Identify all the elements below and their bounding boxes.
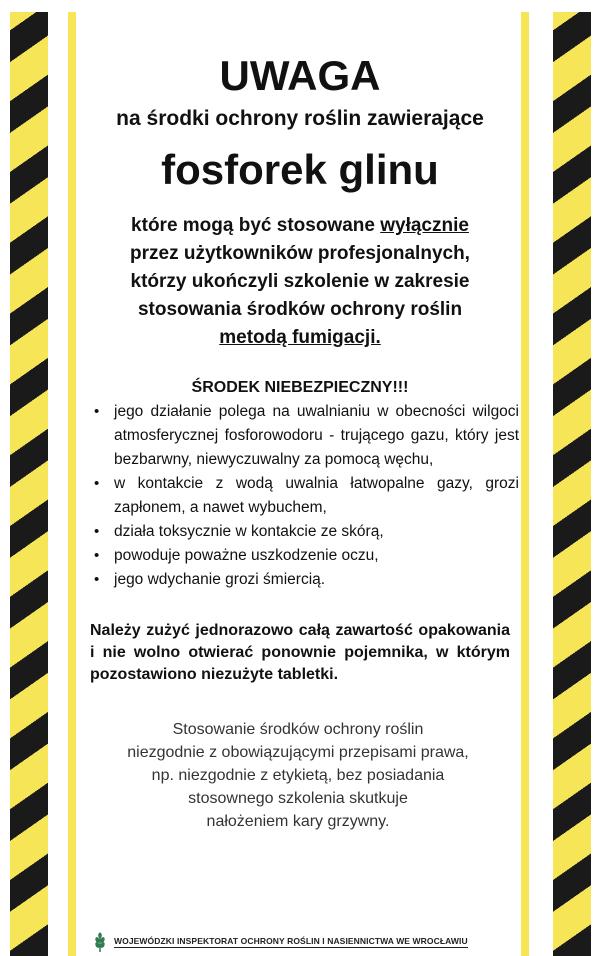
hazard-text: działa toksycznie w kontakcie ze skórą, xyxy=(114,523,384,540)
penalty-line: np. niezgodnie z etykietą, bez posiadania xyxy=(151,767,445,784)
list-item xyxy=(94,400,519,472)
penalty-paragraph xyxy=(80,718,520,833)
footer xyxy=(92,932,468,952)
yellow-border-right xyxy=(521,12,529,956)
list-item xyxy=(94,472,519,520)
bullet-icon: • xyxy=(94,571,100,588)
wheat-logo-icon xyxy=(92,932,108,952)
bullet-icon: • xyxy=(94,547,100,564)
intro-line-1-prefix: które mogą być stosowane xyxy=(131,215,381,236)
list-item xyxy=(94,544,519,568)
list-item xyxy=(94,520,519,544)
intro-underlined-exclusively: wyłącznie xyxy=(380,215,469,236)
intro-underlined-method: metodą fumigacji. xyxy=(219,327,381,348)
hazard-list xyxy=(80,400,519,592)
hazard-stripe-right xyxy=(553,12,591,956)
substance-name: fosforek glinu xyxy=(161,146,439,193)
hazard-stripe-left xyxy=(10,12,48,956)
intro-line-5 xyxy=(80,324,520,352)
penalty-line: nałożeniem kary grzywny. xyxy=(206,813,390,830)
bullet-icon: • xyxy=(94,475,100,492)
hazard-text: jego wdychanie grozi śmiercią. xyxy=(114,571,326,588)
hazard-text: powoduje poważne uszkodzenie oczu, xyxy=(114,547,379,564)
poster-subtitle: na środki ochrony roślin zawierające xyxy=(116,107,484,130)
intro-line-2: przez użytkowników profesjonalnych, xyxy=(130,243,470,264)
yellow-border-left xyxy=(68,12,76,956)
list-item xyxy=(94,568,519,592)
poster-title: UWAGA xyxy=(219,52,381,99)
penalty-line: niezgodnie z obowiązującymi przepisami prawa, xyxy=(127,744,469,761)
intro-line-4: stosowania środków ochrony roślin xyxy=(137,299,463,320)
penalty-line: stosownego szkolenia skutkuje xyxy=(188,790,408,807)
footer-institution: WOJEWÓDZKI INSPEKTORAT OCHRONY ROŚLIN I NASIENNICTWA WE WROCŁAWIU xyxy=(114,936,468,946)
intro-line-3: którzy ukończyli szkolenie w zakresie xyxy=(130,271,470,292)
hazard-text: w kontakcie z wodą uwalnia łatwopalne gazy, grozi zapłonem, a nawet wybuchem, xyxy=(114,475,519,516)
hazard-text: jego działanie polega na uwalnianiu w obecności wilgoci atmosferycznej fosforowodoru - trującego gazu, który jest bezbarwny, niewyczuwalny za pomocą węchu, xyxy=(114,403,519,468)
bullet-icon: • xyxy=(94,523,100,540)
intro-line-1 xyxy=(80,212,520,240)
intro-paragraph xyxy=(80,212,520,352)
bullet-icon: • xyxy=(94,403,100,420)
danger-heading: ŚRODEK NIEBEZPIECZNY!!! xyxy=(191,379,409,396)
penalty-line: Stosowanie środków ochrony roślin xyxy=(172,721,424,738)
warning-paragraph: Należy zużyć jednorazowo całą zawartość opakowania i nie wolno otwierać ponownie pojemnika, w którym pozostawiono niezużyte tabletki. xyxy=(90,622,510,683)
poster-content xyxy=(80,0,520,833)
